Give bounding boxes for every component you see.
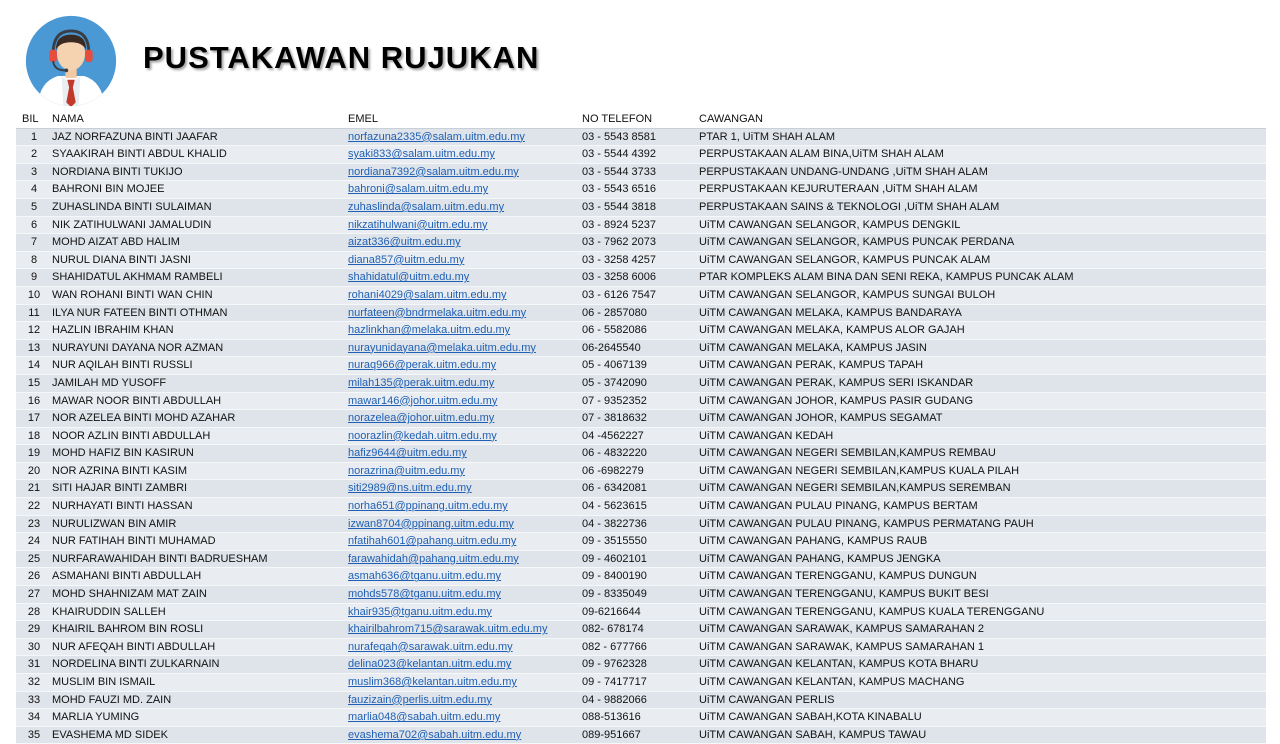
branch-name: PERPUSTAKAAN KEJURUTERAAN ,UiTM SHAH ALAM bbox=[699, 183, 978, 196]
branch-name: UiTM CAWANGAN SELANGOR, KAMPUS SUNGAI BULOH bbox=[699, 288, 996, 301]
person-name: NUR AQILAH BINTI RUSSLI bbox=[52, 359, 193, 372]
email-link[interactable]: delina023@kelantan.uitm.edu.my bbox=[348, 658, 512, 671]
email-link[interactable]: nuraq966@perak.uitm.edu.my bbox=[348, 359, 497, 372]
person-name: EVASHEMA MD SIDEK bbox=[52, 728, 168, 741]
person-name: MARLIA YUMING bbox=[52, 711, 140, 724]
branch-name: UiTM CAWANGAN PERAK, KAMPUS TAPAH bbox=[699, 359, 924, 372]
email-link[interactable]: fauzizain@perlis.uitm.edu.my bbox=[348, 693, 492, 706]
email-link[interactable]: izwan8704@ppinang.uitm.edu.my bbox=[348, 517, 514, 530]
row-number: 31 bbox=[27, 658, 41, 671]
person-name: WAN ROHANI BINTI WAN CHIN bbox=[52, 288, 213, 301]
row-number: 27 bbox=[27, 588, 41, 601]
branch-name: UiTM CAWANGAN NEGERI SEMBILAN,KAMPUS KUALA PILAH bbox=[699, 464, 1020, 477]
row-number: 3 bbox=[30, 165, 38, 178]
person-name: ZUHASLINDA BINTI SULAIMAN bbox=[52, 200, 212, 213]
table-header-row bbox=[16, 111, 1266, 128]
row-number: 8 bbox=[30, 253, 38, 266]
person-name: NORDIANA BINTI TUKIJO bbox=[52, 165, 183, 178]
phone-number: 06 - 5582086 bbox=[582, 324, 647, 337]
row-number: 21 bbox=[27, 482, 41, 495]
phone-number: 06 - 4832220 bbox=[582, 447, 647, 460]
email-link[interactable]: hazlinkhan@melaka.uitm.edu.my bbox=[348, 324, 511, 337]
branch-name: UiTM CAWANGAN KEDAH bbox=[699, 429, 834, 442]
row-number: 9 bbox=[30, 271, 38, 284]
row-number: 4 bbox=[30, 183, 38, 196]
phone-number: 03 - 5543 6516 bbox=[582, 183, 657, 196]
table-row bbox=[16, 304, 1266, 322]
table-row bbox=[16, 286, 1266, 304]
table-row bbox=[16, 656, 1266, 674]
phone-number: 07 - 9352352 bbox=[582, 394, 647, 407]
email-link[interactable]: marlia048@sabah.uitm.edu.my bbox=[348, 711, 501, 724]
email-link[interactable]: mawar146@johor.uitm.edu.my bbox=[348, 394, 498, 407]
branch-name: UiTM CAWANGAN SARAWAK, KAMPUS SAMARAHAN 2 bbox=[699, 623, 985, 636]
table-row bbox=[16, 603, 1266, 621]
table-row bbox=[16, 726, 1266, 744]
email-link[interactable]: aizat336@uitm.edu.my bbox=[348, 236, 461, 249]
row-number: 17 bbox=[27, 412, 41, 425]
person-name: MAWAR NOOR BINTI ABDULLAH bbox=[52, 394, 222, 407]
phone-number: 05 - 3742090 bbox=[582, 376, 647, 389]
phone-number: 06 - 2857080 bbox=[582, 306, 647, 319]
row-number: 12 bbox=[27, 324, 41, 337]
row-number: 10 bbox=[27, 288, 41, 301]
phone-number: 03 - 7962 2073 bbox=[582, 236, 657, 249]
email-link[interactable]: bahroni@salam.uitm.edu.my bbox=[348, 183, 489, 196]
email-link[interactable]: khairilbahrom715@sarawak.uitm.edu.my bbox=[348, 623, 548, 636]
branch-name: PERPUSTAKAAN ALAM BINA,UiTM SHAH ALAM bbox=[699, 148, 944, 161]
table-row bbox=[16, 251, 1266, 269]
row-number: 20 bbox=[27, 464, 41, 477]
branch-name: UiTM CAWANGAN TERENGGANU, KAMPUS BUKIT BESI bbox=[699, 588, 989, 601]
phone-number: 04 - 5623615 bbox=[582, 500, 647, 513]
row-number: 18 bbox=[27, 429, 41, 442]
email-link[interactable]: milah135@perak.uitm.edu.my bbox=[348, 376, 495, 389]
phone-number: 088-513616 bbox=[582, 711, 641, 724]
email-link[interactable]: norfazuna2335@salam.uitm.edu.my bbox=[348, 130, 525, 143]
table-row bbox=[16, 269, 1266, 287]
table-row bbox=[16, 498, 1266, 516]
email-link[interactable]: syaki833@salam.uitm.edu.my bbox=[348, 148, 495, 161]
branch-name: UiTM CAWANGAN MELAKA, KAMPUS JASIN bbox=[699, 341, 927, 354]
branch-name: UiTM CAWANGAN MELAKA, KAMPUS ALOR GAJAH bbox=[699, 324, 965, 337]
page-title: PUSTAKAWAN RUJUKAN bbox=[143, 40, 540, 75]
person-name: NURFARAWAHIDAH BINTI BADRUESHAM bbox=[52, 552, 268, 565]
person-name: BAHRONI BIN MOJEE bbox=[52, 183, 165, 196]
email-link[interactable]: siti2989@ns.uitm.edu.my bbox=[348, 482, 472, 495]
person-name: NURULIZWAN BIN AMIR bbox=[52, 517, 177, 530]
person-name: ILYA NUR FATEEN BINTI OTHMAN bbox=[52, 306, 228, 319]
branch-name: UiTM CAWANGAN KELANTAN, KAMPUS KOTA BHARU bbox=[699, 658, 979, 671]
person-name: KHAIRUDDIN SALLEH bbox=[52, 605, 166, 618]
row-number: 22 bbox=[27, 500, 41, 513]
column-header-nama: NAMA bbox=[52, 113, 84, 125]
person-name: NUR AFEQAH BINTI ABDULLAH bbox=[52, 640, 216, 653]
person-name: MOHD HAFIZ BIN KASIRUN bbox=[52, 447, 194, 460]
email-link[interactable]: noorazlin@kedah.uitm.edu.my bbox=[348, 429, 497, 442]
table-row bbox=[16, 427, 1266, 445]
email-link[interactable]: asmah636@tganu.uitm.edu.my bbox=[348, 570, 502, 583]
branch-name: PTAR 1, UiTM SHAH ALAM bbox=[699, 130, 836, 143]
row-number: 19 bbox=[27, 447, 41, 460]
person-name: SITI HAJAR BINTI ZAMBRI bbox=[52, 482, 188, 495]
email-link[interactable]: nurayunidayana@melaka.uitm.edu.my bbox=[348, 341, 536, 354]
table-row bbox=[16, 462, 1266, 480]
email-link[interactable]: evashema702@sabah.uitm.edu.my bbox=[348, 728, 522, 741]
table-row bbox=[16, 533, 1266, 551]
phone-number: 03 - 5544 3733 bbox=[582, 165, 657, 178]
row-number: 2 bbox=[30, 148, 38, 161]
phone-number: 082- 678174 bbox=[582, 623, 644, 636]
phone-number: 09-6216644 bbox=[582, 605, 641, 618]
table-row bbox=[16, 621, 1266, 639]
librarian-table bbox=[16, 111, 1266, 744]
row-number: 29 bbox=[27, 623, 41, 636]
email-link[interactable]: hafiz9644@uitm.edu.my bbox=[348, 447, 467, 460]
phone-number: 09 - 3515550 bbox=[582, 535, 647, 548]
support-agent-headset-icon bbox=[24, 14, 118, 108]
row-number: 32 bbox=[27, 676, 41, 688]
email-link[interactable]: shahidatul@uitm.edu.my bbox=[348, 271, 470, 284]
phone-number: 03 - 8924 5237 bbox=[582, 218, 657, 231]
phone-number: 09 - 8400190 bbox=[582, 570, 647, 583]
email-link[interactable]: muslim368@kelantan.uitm.edu.my bbox=[348, 676, 517, 688]
row-number: 14 bbox=[27, 359, 41, 372]
branch-name: UiTM CAWANGAN SELANGOR, KAMPUS PUNCAK ALAM bbox=[699, 253, 991, 266]
email-link[interactable]: norazrina@uitm.edu.my bbox=[348, 464, 465, 477]
row-number: 16 bbox=[27, 394, 41, 407]
phone-number: 09 - 7417717 bbox=[582, 676, 647, 688]
table-row bbox=[16, 638, 1266, 656]
person-name: NORDELINA BINTI ZULKARNAIN bbox=[52, 658, 220, 671]
person-name: HAZLIN IBRAHIM KHAN bbox=[52, 324, 174, 337]
person-name: MOHD SHAHNIZAM MAT ZAIN bbox=[52, 588, 207, 601]
branch-name: UiTM CAWANGAN PERLIS bbox=[699, 693, 835, 706]
row-number: 7 bbox=[30, 236, 38, 249]
email-link[interactable]: nurafeqah@sarawak.uitm.edu.my bbox=[348, 640, 513, 653]
phone-number: 03 - 5544 4392 bbox=[582, 148, 657, 161]
table-row bbox=[16, 216, 1266, 234]
person-name: MUSLIM BIN ISMAIL bbox=[52, 676, 156, 688]
row-number: 23 bbox=[27, 517, 41, 530]
row-number: 33 bbox=[27, 693, 41, 706]
person-name: NOR AZRINA BINTI KASIM bbox=[52, 464, 188, 477]
row-number: 15 bbox=[27, 376, 41, 389]
row-number: 24 bbox=[27, 535, 41, 548]
table-row bbox=[16, 445, 1266, 463]
branch-name: PTAR KOMPLEKS ALAM BINA DAN SENI REKA, KAMPUS PUNCAK ALAM bbox=[699, 271, 1074, 284]
column-header-emel: EMEL bbox=[348, 113, 378, 125]
table-row bbox=[16, 480, 1266, 498]
branch-name: UiTM CAWANGAN SELANGOR, KAMPUS PUNCAK PERDANA bbox=[699, 236, 1015, 249]
table-row bbox=[16, 339, 1266, 357]
table-row bbox=[16, 674, 1266, 692]
table-row bbox=[16, 234, 1266, 252]
phone-number: 03 - 5543 8581 bbox=[582, 130, 657, 143]
row-number: 35 bbox=[27, 728, 41, 741]
phone-number: 09 - 9762328 bbox=[582, 658, 647, 671]
branch-name: UiTM CAWANGAN SABAH,KOTA KINABALU bbox=[699, 711, 922, 724]
column-header-no-telefon: NO TELEFON bbox=[582, 113, 653, 125]
branch-name: UiTM CAWANGAN NEGERI SEMBILAN,KAMPUS REMBAU bbox=[699, 447, 996, 460]
person-name: MOHD AIZAT ABD HALIM bbox=[52, 236, 180, 249]
table-row bbox=[16, 691, 1266, 709]
email-link[interactable]: khair935@tganu.uitm.edu.my bbox=[348, 605, 492, 618]
email-link[interactable]: mohds578@tganu.uitm.edu.my bbox=[348, 588, 502, 601]
phone-number: 04 -4562227 bbox=[582, 429, 644, 442]
table-row bbox=[16, 374, 1266, 392]
column-header-bil: BIL bbox=[22, 113, 39, 125]
person-name: SYAAKIRAH BINTI ABDUL KHALID bbox=[52, 148, 227, 161]
branch-name: UiTM CAWANGAN SARAWAK, KAMPUS SAMARAHAN 1 bbox=[699, 640, 985, 653]
phone-number: 09 - 8335049 bbox=[582, 588, 647, 601]
phone-number: 06 -6982279 bbox=[582, 464, 644, 477]
branch-name: UiTM CAWANGAN PAHANG, KAMPUS RAUB bbox=[699, 535, 928, 548]
branch-name: UiTM CAWANGAN MELAKA, KAMPUS BANDARAYA bbox=[699, 306, 962, 319]
table-row bbox=[16, 357, 1266, 375]
phone-number: 089-951667 bbox=[582, 728, 641, 741]
email-link[interactable]: nikzatihulwani@uitm.edu.my bbox=[348, 218, 488, 231]
person-name: KHAIRIL BAHROM BIN ROSLI bbox=[52, 623, 204, 636]
branch-name: UiTM CAWANGAN SELANGOR, KAMPUS DENGKIL bbox=[699, 218, 961, 231]
branch-name: UiTM CAWANGAN TERENGGANU, KAMPUS KUALA TERENGGANU bbox=[699, 605, 1045, 618]
table-row bbox=[16, 709, 1266, 727]
email-link[interactable]: norazelea@johor.uitm.edu.my bbox=[348, 412, 495, 425]
branch-name: UiTM CAWANGAN PERAK, KAMPUS SERI ISKANDAR bbox=[699, 376, 974, 389]
branch-name: UiTM CAWANGAN PAHANG, KAMPUS JENGKA bbox=[699, 552, 941, 565]
row-number: 26 bbox=[27, 570, 41, 583]
table-row bbox=[16, 163, 1266, 181]
table-row bbox=[16, 146, 1266, 164]
person-name: NUR FATIHAH BINTI MUHAMAD bbox=[52, 535, 216, 548]
table-row bbox=[16, 181, 1266, 199]
branch-name: UiTM CAWANGAN PULAU PINANG, KAMPUS BERTAM bbox=[699, 500, 978, 513]
row-number: 34 bbox=[27, 711, 41, 724]
phone-number: 09 - 4602101 bbox=[582, 552, 647, 565]
table-row bbox=[16, 515, 1266, 533]
table-row bbox=[16, 198, 1266, 216]
branch-name: UiTM CAWANGAN JOHOR, KAMPUS SEGAMAT bbox=[699, 412, 943, 425]
phone-number: 05 - 4067139 bbox=[582, 359, 647, 372]
phone-number: 03 - 3258 6006 bbox=[582, 271, 657, 284]
email-link[interactable]: nordiana7392@salam.uitm.edu.my bbox=[348, 165, 519, 178]
phone-number: 082 - 677766 bbox=[582, 640, 647, 653]
person-name: SHAHIDATUL AKHMAM RAMBELI bbox=[52, 271, 223, 284]
branch-name: UiTM CAWANGAN TERENGGANU, KAMPUS DUNGUN bbox=[699, 570, 977, 583]
person-name: NIK ZATIHULWANI JAMALUDIN bbox=[52, 218, 212, 231]
phone-number: 04 - 9882066 bbox=[582, 693, 647, 706]
person-name: JAMILAH MD YUSOFF bbox=[52, 376, 167, 389]
person-name: MOHD FAUZI MD. ZAIN bbox=[52, 693, 172, 706]
person-name: NURAYUNI DAYANA NOR AZMAN bbox=[52, 341, 224, 354]
email-link[interactable]: farawahidah@pahang.uitm.edu.my bbox=[348, 552, 519, 565]
person-name: NURHAYATI BINTI HASSAN bbox=[52, 500, 193, 513]
email-link[interactable]: nurfateen@bndrmelaka.uitm.edu.my bbox=[348, 306, 527, 319]
person-name: NOOR AZLIN BINTI ABDULLAH bbox=[52, 429, 211, 442]
table-row bbox=[16, 392, 1266, 410]
row-number: 25 bbox=[27, 552, 41, 565]
branch-name: PERPUSTAKAAN UNDANG-UNDANG ,UiTM SHAH ALAM bbox=[699, 165, 988, 178]
branch-name: PERPUSTAKAAN SAINS & TEKNOLOGI ,UiTM SHAH ALAM bbox=[699, 200, 1000, 213]
table-row bbox=[16, 550, 1266, 568]
branch-name: UiTM CAWANGAN KELANTAN, KAMPUS MACHANG bbox=[699, 676, 965, 688]
column-header-cawangan: CAWANGAN bbox=[699, 113, 763, 125]
email-link[interactable]: nfatihah601@pahang.uitm.edu.my bbox=[348, 535, 517, 548]
email-link[interactable]: norha651@ppinang.uitm.edu.my bbox=[348, 500, 508, 513]
person-name: JAZ NORFAZUNA BINTI JAAFAR bbox=[52, 130, 218, 143]
row-number: 11 bbox=[28, 306, 40, 319]
phone-number: 04 - 3822736 bbox=[582, 517, 647, 530]
row-number: 6 bbox=[30, 218, 38, 231]
row-number: 5 bbox=[30, 200, 38, 213]
table-row bbox=[16, 128, 1266, 146]
table-row bbox=[16, 410, 1266, 428]
table-row bbox=[16, 568, 1266, 586]
branch-name: UiTM CAWANGAN SABAH, KAMPUS TAWAU bbox=[699, 728, 927, 741]
branch-name: UiTM CAWANGAN PULAU PINANG, KAMPUS PERMATANG PAUH bbox=[699, 517, 1034, 530]
row-number: 13 bbox=[27, 341, 41, 354]
phone-number: 06 - 6342081 bbox=[582, 482, 647, 495]
phone-number: 03 - 3258 4257 bbox=[582, 253, 657, 266]
table-row bbox=[16, 586, 1266, 604]
email-link[interactable]: diana857@uitm.edu.my bbox=[348, 253, 465, 266]
row-number: 30 bbox=[27, 640, 41, 653]
phone-number: 03 - 5544 3818 bbox=[582, 200, 657, 213]
person-name: ASMAHANI BINTI ABDULLAH bbox=[52, 570, 202, 583]
phone-number: 06-2645540 bbox=[582, 341, 641, 354]
row-number: 1 bbox=[30, 130, 38, 143]
branch-name: UiTM CAWANGAN JOHOR, KAMPUS PASIR GUDANG bbox=[699, 394, 974, 407]
email-link[interactable]: zuhaslinda@salam.uitm.edu.my bbox=[348, 200, 505, 213]
email-link[interactable]: rohani4029@salam.uitm.edu.my bbox=[348, 288, 507, 301]
phone-number: 07 - 3818632 bbox=[582, 412, 647, 425]
phone-number: 03 - 6126 7547 bbox=[582, 288, 657, 301]
table-row bbox=[16, 322, 1266, 340]
person-name: NURUL DIANA BINTI JASNI bbox=[52, 253, 191, 266]
person-name: NOR AZELEA BINTI MOHD AZAHAR bbox=[52, 412, 236, 425]
row-number: 28 bbox=[27, 605, 41, 618]
branch-name: UiTM CAWANGAN NEGERI SEMBILAN,KAMPUS SEREMBAN bbox=[699, 482, 1011, 495]
